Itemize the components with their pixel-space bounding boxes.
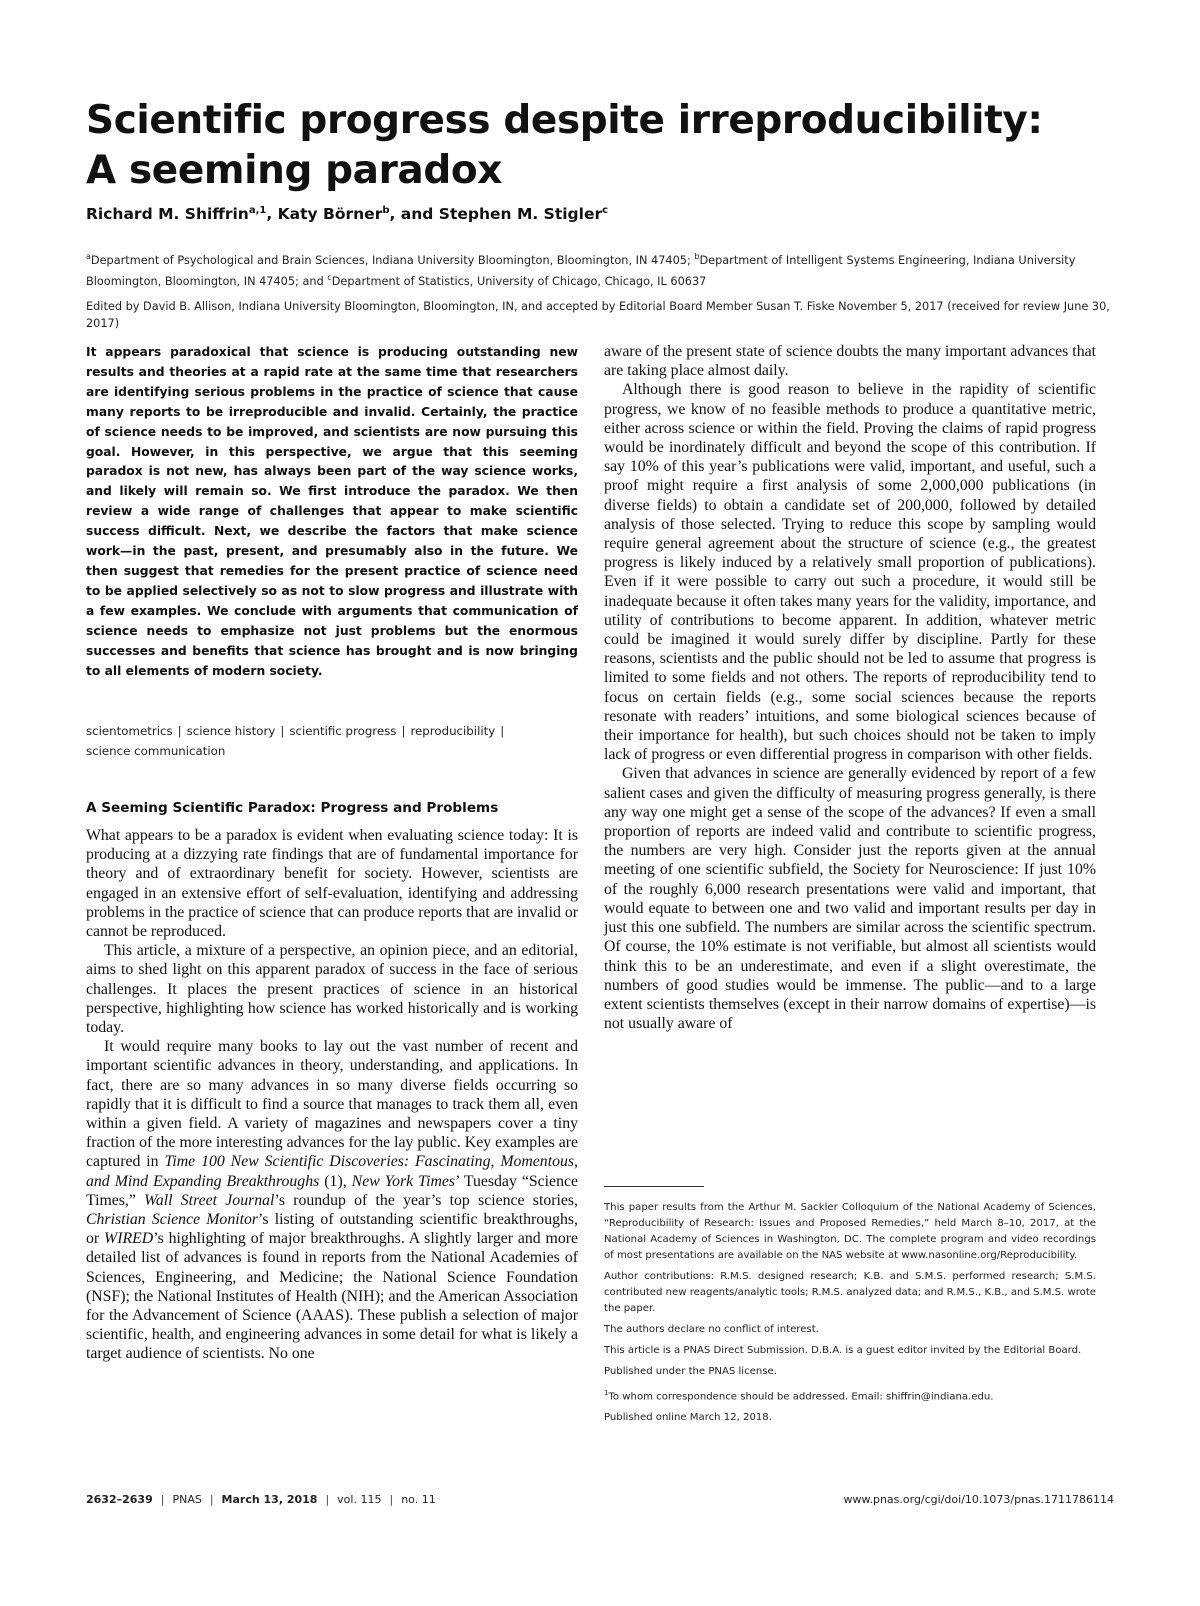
- keyword-separator: |: [401, 724, 406, 738]
- footer-separator: |: [160, 1493, 165, 1506]
- author-name[interactable]: Richard M. Shiffrin: [86, 205, 249, 224]
- affiliations: [86, 248, 1116, 290]
- keyword[interactable]: science communication: [86, 744, 226, 758]
- footer-separator: |: [325, 1493, 330, 1506]
- paragraph-text: ’s highlighting of major breakthroughs. A slightly larger and more detailed list of advances is found in reports from the National Academies of Sciences, Engineering, and Medicine; the National Science Foundation (NSF); the National Institutes of Health (NIH); and the American Association for the Advancement of Science (AAAS). These publish a selection of major scientific, health, and engineering advances in some detail for what is likely a target audience of scientists. No one: [86, 1230, 579, 1363]
- footnote-license: Published under the PNAS license.: [604, 1366, 777, 1377]
- affiliation-text: Department of Intelligent Systems Engineering, Indiana University Bloomington, Bloomington, IN 47405; and: [86, 253, 1076, 288]
- paragraph-text: ’s roundup of the year’s top science stories,: [274, 1191, 579, 1209]
- abstract: It appears paradoxical that science is producing outstanding new results and theories at a rapid rate at the same time that researchers are identifying serious problems in the practice of science that cause many reports to be irreproducible and invalid. Certainly, the practice of science needs to be improved, and scientists are now pursuing this goal. However, in this perspective, we argue that this seeming paradox is not new, has always been part of the way science works, and likely will remain so. We first introduce the paradox. We then review a wide range of challenges that appear to make scientific success difficult. Next, we describe the factors that make science work—in the past, present, and presumably also in the future. We then suggest that remedies for the present practice of science need to be applied selectively so as not to slow progress and illustrate with a few examples. We conclude with arguments that communication of science needs to emphasize not just problems but the enormous successes and benefits that science has brought and is now bringing to all elements of modern society.: [86, 345, 578, 678]
- edited-by-note: Edited by David B. Allison, Indiana University Bloomington, Bloomington, IN, and accepted by Editorial Board Member Susan T. Fiske November 5, 2017 (received for review June 30, 2017): [86, 300, 1110, 330]
- body-paragraph: Given that advances in science are generally evidenced by report of a few salient cases and given the difficulty of measuring progress generally, is there any way one might get a sense of the scope of the advances? If even a small proportion of reports are indeed valid and contribute to scientific progress, the numbers are very high. Consider just the reports given at the annual meeting of one scientific subfield, the Society for Neuroscience: If just 10% of the roughly 6,000 research presentations were valid and important, that would equate to between one and two valid and important results per day in just this one subfield. The numbers are similar across the scientific spectrum. Of course, the 10% estimate is not verifiable, but almost all scientists would think this to be an underestimate, and even if a slight overestimate, the numbers of good studies would be immense. The public—and to a large extent scientists themselves (except in their narrow domains of expertise)—is not usually aware of: [604, 765, 1096, 1033]
- left-column-body: [86, 826, 578, 1364]
- body-paragraph: Although there is good reason to believe in the rapidity of scientific progress, we know of no feasible methods to produce a quantitative metric, either across science or within the field. Proving the claims of rapid progress would be inordinately difficult and beyond the scope of this contribution. If say 10% of this year’s publications were valid, important, and useful, such a proof might require a first analysis of some 2,000,000 publications (in diverse fields) to obtain a candidate set of 200,000, followed by detailed analysis of those selected. Trying to reduce this scope by sampling would require general agreement about the structure of science (e.g., the greatest progress is likely induced by a relatively small proportion of publications). Even if it were possible to carry out such a procedure, it would still be inadequate because it often takes many years for the validity, importance, and utility of contributions to become apparent. In addition, whatever metric could be imagined it would surely differ by discipline. Partly for these reasons, scientists and the public should not be led to assume that progress is limited to some fields and not others. The reports of reproducibility tend to focus on certain fields (e.g., some social sciences because the reports resonate with readers’ intuitions, and some biological sciences because of their importance for health), but such choices should not be taken to imply lack of progress or even differential progress in comparison with other fields.: [604, 381, 1096, 764]
- footer-separator: |: [389, 1493, 394, 1506]
- keyword[interactable]: reproducibility: [410, 724, 496, 738]
- footnote-colloquium: This paper results from the Arthur M. Sackler Colloquium of the National Academy of Sciences, “Reproducibility of Research: Issues and Proposed Remedies,” held March 8–10, 2017, at the National Academy of Sciences in Washington, DC. The complete program and video recordings of most presentations are available on the NAS website at www.nasonline.org/Reproducibility.: [604, 1202, 1096, 1261]
- footnote-conflict: The authors declare no conflict of interest.: [604, 1324, 819, 1335]
- author-affiliation-marker: a,1: [248, 205, 267, 216]
- publication-title: WIRED: [104, 1230, 154, 1248]
- keyword[interactable]: scientometrics: [86, 724, 173, 738]
- footer-citation: [86, 1493, 436, 1506]
- keyword[interactable]: scientific progress: [289, 724, 397, 738]
- footer-volume: vol. 115: [337, 1493, 382, 1506]
- footnotes: [604, 1200, 1096, 1431]
- author-affiliation-marker: b: [382, 205, 390, 216]
- section-heading: A Seeming Scientific Paradox: Progress and Problems: [86, 800, 499, 816]
- affiliation-marker: c: [327, 272, 332, 282]
- publication-title: New York Times: [351, 1172, 456, 1190]
- body-paragraph: aware of the present state of science doubts the many important advances that are taking place almost daily.: [604, 343, 1096, 380]
- author-list: [86, 205, 1106, 223]
- footer-date: March 13, 2018: [221, 1493, 318, 1506]
- keyword-list: [86, 721, 578, 761]
- affiliation-marker: a: [86, 252, 91, 261]
- publication-title: Time 100 New Scientific Discoveries: Fascinating, Momentous, and Mind Expanding Breakthroughs: [86, 1153, 578, 1190]
- right-column-body: [604, 342, 1096, 1033]
- affiliation-text: Department of Statistics, University of Chicago, Chicago, IL 60637: [331, 274, 707, 288]
- correspondence-text[interactable]: To whom correspondence should be addressed. Email: shiffrin@indiana.edu.: [608, 1391, 994, 1403]
- footnote-marker: 1: [604, 1389, 609, 1397]
- paragraph-text: It would require many books to lay out the vast number of recent and important scientific advances in theory, understanding, and applications. In fact, there are so many advances in so many diverse fields occurring so rapidly that it is difficult to find a source that manages to track them all, even within a given field. A variety of magazines and newspapers cover a tiny fraction of the more interesting advances for the lay public. Key examples are captured in: [86, 1038, 578, 1171]
- keyword-separator: |: [280, 724, 285, 738]
- keyword-separator: |: [177, 724, 182, 738]
- footer-pages: 2632–2639: [86, 1493, 153, 1506]
- footer-doi-link[interactable]: www.pnas.org/cgi/doi/10.1073/pnas.1711786114: [843, 1493, 1114, 1506]
- footnote-author-contributions: Author contributions: R.M.S. designed research; K.B. and S.M.S. performed research; S.M.S. contributed new reagents/analytic tools; R.M.S. analyzed data; and R.M.S., K.B., and S.M.S. wrote the paper.: [604, 1271, 1096, 1314]
- keyword[interactable]: science history: [186, 724, 276, 738]
- author-separator: ,: [266, 205, 278, 224]
- affiliation-marker: b: [694, 252, 700, 261]
- footnote-published-online: Published online March 12, 2018.: [604, 1412, 772, 1424]
- body-paragraph: [86, 1037, 578, 1363]
- publication-title: Wall Street Journal: [144, 1191, 275, 1209]
- paragraph-text: ’s listing of outstanding scientific breakthroughs, or: [86, 1211, 579, 1248]
- publication-title: Christian Science Monitor: [86, 1211, 259, 1229]
- footer-journal: PNAS: [172, 1493, 202, 1506]
- footer-issue: no. 11: [401, 1493, 436, 1506]
- paragraph-text: (1),: [319, 1172, 352, 1190]
- affiliation-text: Department of Psychological and Brain Sciences, Indiana University Bloomington, Bloomington, IN 47405;: [90, 253, 695, 267]
- footnote-direct-submission: This article is a PNAS Direct Submission. D.B.A. is a guest editor invited by the Editorial Board.: [604, 1345, 1082, 1356]
- author-name[interactable]: Katy Börner: [277, 205, 383, 224]
- author-affiliation-marker: c: [602, 205, 609, 216]
- keyword-separator: |: [500, 724, 505, 738]
- footnote-divider: [604, 1186, 704, 1187]
- body-paragraph: This article, a mixture of a perspective, an opinion piece, and an editorial, aims to shed light on this apparent paradox of success in the face of serious challenges. It places the present practices of science in an historical perspective, highlighting how science has worked historically and is working today.: [86, 942, 578, 1037]
- footnote-correspondence: [604, 1385, 1096, 1405]
- author-separator: , and: [389, 205, 439, 224]
- footer-separator: |: [209, 1493, 214, 1506]
- body-paragraph: What appears to be a paradox is evident when evaluating science today: It is producing at a dizzying rate findings that are of fundamental importance for theory and of extraordinary benefit for society. However, scientists are engaged in an extensive effort of self-evaluation, identifying and addressing problems in the practice of science that can produce reports that are invalid or cannot be reproduced.: [86, 827, 578, 941]
- article-title: Scientific progress despite irreproducibility: A seeming paradox: [86, 98, 1043, 193]
- paragraph-text: ’ Tuesday “Science Times,”: [86, 1172, 578, 1209]
- author-name[interactable]: Stephen M. Stigler: [438, 205, 603, 224]
